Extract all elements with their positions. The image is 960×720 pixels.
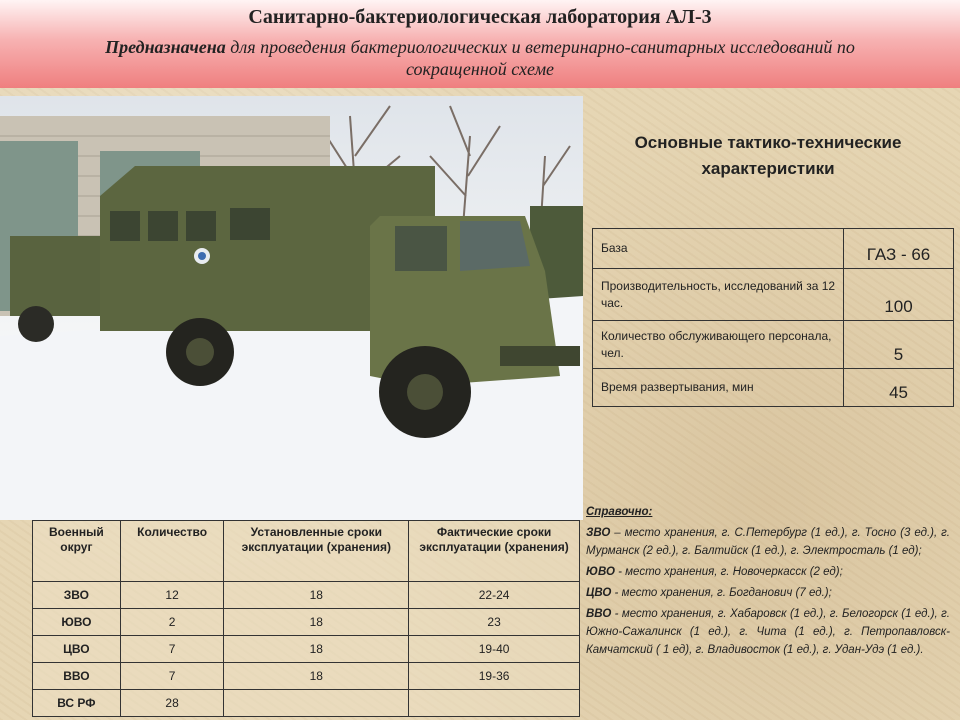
actual-term-cell: 19-36 xyxy=(409,663,580,690)
table-row xyxy=(33,582,580,609)
notes-title: Справочно: xyxy=(586,506,653,518)
spec-label: Производительность, исследований за 12 час. xyxy=(593,269,844,321)
table-row xyxy=(33,663,580,690)
note-district: ЦВО xyxy=(586,587,612,599)
subtitle-lead: Предназначена xyxy=(105,37,226,57)
table-row xyxy=(33,690,580,717)
column-header: Фактические сроки эксплуатации (хранения) xyxy=(409,521,580,582)
vehicle-photo xyxy=(0,96,583,520)
front-wheel-hub xyxy=(407,374,443,410)
table-row xyxy=(33,636,580,663)
trailer-body xyxy=(10,236,105,316)
district-cell: ЗВО xyxy=(33,582,121,609)
rear-wheel-hub xyxy=(186,338,214,366)
district-cell: ВВО xyxy=(33,663,121,690)
planned-term-cell: 18 xyxy=(224,636,409,663)
spec-label: Количество обслуживающего персонала, чел. xyxy=(593,321,844,369)
header-banner xyxy=(0,0,960,88)
specs-row xyxy=(593,269,954,321)
subtitle-rest: для проведения бактериологических и ветеринарно-санитарных исследований по сокращенной схеме xyxy=(225,37,855,79)
planned-term-cell: 18 xyxy=(224,609,409,636)
note-text: – место хранения, г. С.Петербург (1 ед.), г. Тосно (3 ед.), г. Мурманск (2 ед.), г. Балтийск (1 ед.), г. Электросталь (1 ед); xyxy=(586,527,950,557)
actual-term-cell: 23 xyxy=(409,609,580,636)
note-item xyxy=(586,563,950,581)
specs-heading: Основные тактико-технические характеристики xyxy=(634,133,902,178)
note-text: - место хранения, г. Хабаровск (1 ед.), г. Белогорск (1 ед.), г. Южно-Сажалинск (1 ед.), г. Чита (1 ед.), г. Петропавловск-Камчатский ( 1 ед), г. Владивосток (1 ед.), г. Удан-Удэ (1 ед.). xyxy=(586,608,950,656)
specs-row xyxy=(593,229,954,269)
count-cell: 7 xyxy=(120,636,224,663)
fleet-header-row xyxy=(33,521,580,582)
district-cell: ЮВО xyxy=(33,609,121,636)
planned-term-cell xyxy=(224,690,409,717)
note-district: ЗВО xyxy=(586,527,611,539)
note-text: - место хранения, г. Новочеркасск (2 ед); xyxy=(614,566,843,578)
spec-label: Время развертывания, мин xyxy=(593,369,844,407)
specs-row xyxy=(593,369,954,407)
column-header: Установленные сроки эксплуатации (хранения) xyxy=(224,521,409,582)
district-cell: ЦВО xyxy=(33,636,121,663)
note-district: ЮВО xyxy=(586,566,615,578)
reference-notes xyxy=(586,503,950,659)
front-bumper xyxy=(500,346,580,366)
note-item xyxy=(586,605,950,659)
actual-term-cell xyxy=(409,690,580,717)
window-2 xyxy=(148,211,178,241)
specs-table xyxy=(592,228,954,407)
spec-value: 5 xyxy=(844,321,954,369)
table-row xyxy=(33,609,580,636)
note-item xyxy=(586,584,950,602)
spec-value: 45 xyxy=(844,369,954,407)
count-cell: 28 xyxy=(120,690,224,717)
count-cell: 7 xyxy=(120,663,224,690)
cab-window-side xyxy=(395,226,447,271)
actual-term-cell: 19-40 xyxy=(409,636,580,663)
planned-term-cell: 18 xyxy=(224,663,409,690)
spec-label: База xyxy=(593,229,844,269)
window-1 xyxy=(110,211,140,241)
column-header: Военный округ xyxy=(33,521,121,582)
district-cell: ВС РФ xyxy=(33,690,121,717)
page-title: Санитарно-бактериологическая лаборатория АЛ-3 xyxy=(248,6,712,28)
count-cell: 12 xyxy=(120,582,224,609)
cab-windshield xyxy=(460,221,530,271)
note-district: ВВО xyxy=(586,608,612,620)
actual-term-cell: 22-24 xyxy=(409,582,580,609)
planned-term-cell: 18 xyxy=(224,582,409,609)
medical-emblem-center xyxy=(198,252,206,260)
column-header: Количество xyxy=(120,521,224,582)
note-item xyxy=(586,524,950,560)
specs-row xyxy=(593,321,954,369)
spec-value: 100 xyxy=(844,269,954,321)
count-cell: 2 xyxy=(120,609,224,636)
vehicle-photo-drawing xyxy=(0,96,583,520)
window-4 xyxy=(230,208,270,240)
spec-value: ГАЗ - 66 xyxy=(844,229,954,269)
page-subtitle xyxy=(60,36,900,80)
fleet-table xyxy=(32,520,580,717)
trailer-wheel xyxy=(18,306,54,342)
note-text: - место хранения, г. Богданович (7 ед.); xyxy=(611,587,832,599)
window-3 xyxy=(186,211,216,241)
